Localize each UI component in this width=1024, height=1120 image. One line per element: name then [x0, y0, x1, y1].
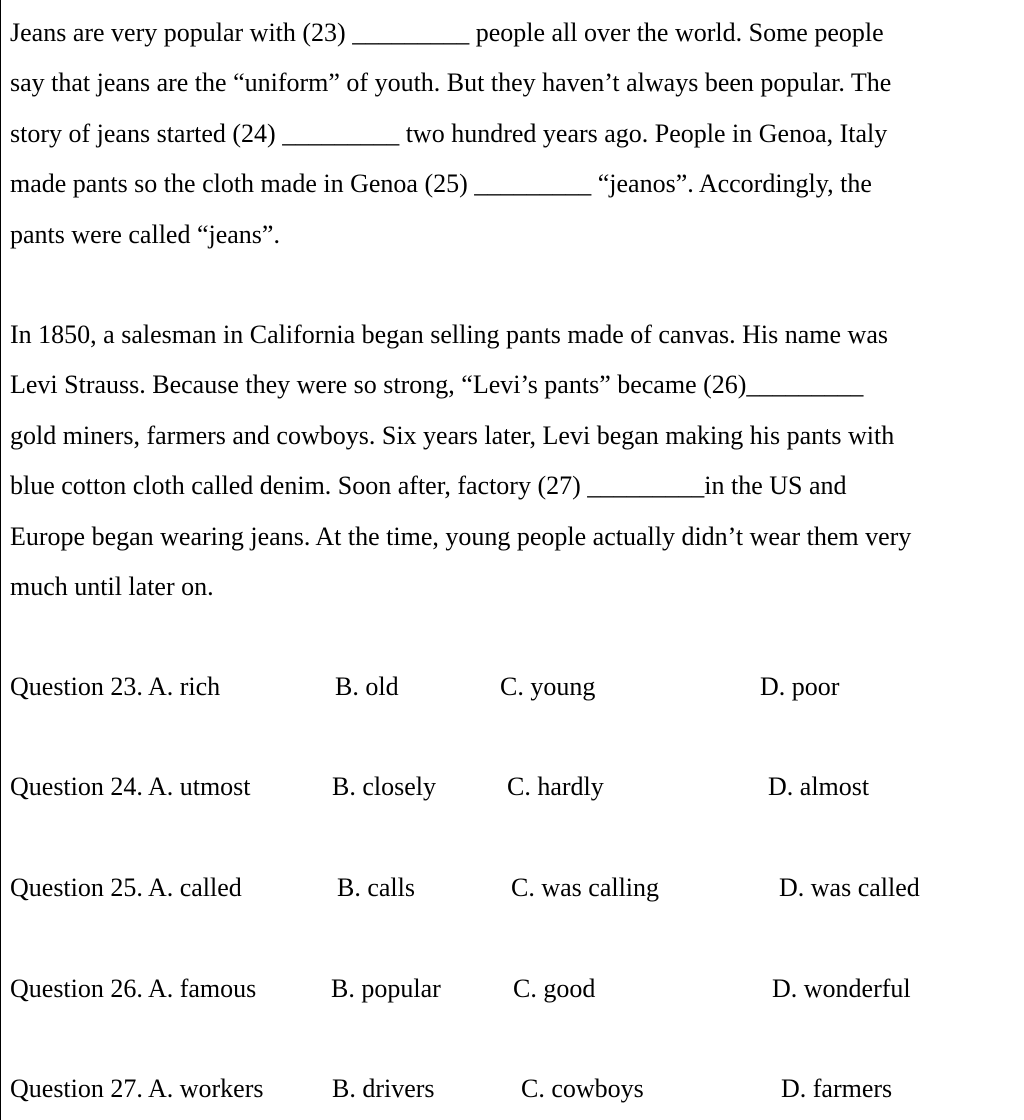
- option-d: D. wonderful: [772, 974, 911, 1003]
- option-d: D. was called: [779, 873, 920, 902]
- question-26: [10, 969, 1020, 1009]
- passage-line: pants were called “jeans”.: [10, 219, 280, 249]
- option-c: C. young: [500, 672, 596, 701]
- passage-line: gold miners, farmers and cowboys. Six years later, Levi began making his pants with: [10, 420, 895, 450]
- passage-line: Europe began wearing jeans. At the time, young people actually didn’t wear them very: [10, 521, 912, 551]
- question-23: [10, 667, 1020, 707]
- option-c: C. cowboys: [521, 1074, 644, 1103]
- option-c: C. good: [513, 974, 596, 1003]
- passage-line: much until later on.: [10, 571, 214, 601]
- question-27: [10, 1069, 1020, 1109]
- option-d: D. almost: [768, 772, 870, 801]
- passage-line: blue cotton cloth called denim. Soon after, factory (27) _________in the US and: [10, 471, 847, 501]
- question-24: [10, 767, 1020, 807]
- option-b: B. old: [335, 672, 399, 701]
- question-label-option-a: Question 24. A. utmost: [10, 772, 251, 801]
- question-label-option-a: Question 25. A. called: [10, 873, 242, 902]
- passage-line: Jeans are very popular with (23) _________ people all over the world. Some people: [10, 18, 884, 47]
- passage-line: made pants so the cloth made in Genoa (25) _________ “jeanos”. Accordingly, the: [10, 169, 872, 199]
- passage-line: story of jeans started (24) _________ two hundred years ago. People in Genoa, Italy: [10, 118, 888, 148]
- passage-line: say that jeans are the “uniform” of youth. But they haven’t always been popular. The: [10, 68, 892, 98]
- passage-line: In 1850, a salesman in California began selling pants made of canvas. His name was: [10, 320, 888, 349]
- option-c: C. hardly: [507, 772, 604, 801]
- option-b: B. closely: [332, 772, 436, 801]
- question-label-option-a: Question 26. A. famous: [10, 974, 257, 1003]
- passage-paragraph-1: [10, 8, 1024, 260]
- option-b: B. popular: [331, 974, 441, 1003]
- option-c: C. was calling: [511, 873, 660, 902]
- passage-line: Levi Strauss. Because they were so strong, “Levi’s pants” became (26)_________: [10, 370, 864, 400]
- option-d: D. farmers: [781, 1074, 893, 1103]
- passage-paragraph-2: [10, 310, 1024, 612]
- option-b: B. calls: [337, 873, 415, 902]
- question-25: [10, 868, 1020, 908]
- question-label-option-a: Question 27. A. workers: [10, 1074, 264, 1103]
- option-d: D. poor: [760, 672, 840, 701]
- option-b: B. drivers: [332, 1074, 435, 1103]
- question-label-option-a: Question 23. A. rich: [10, 672, 221, 701]
